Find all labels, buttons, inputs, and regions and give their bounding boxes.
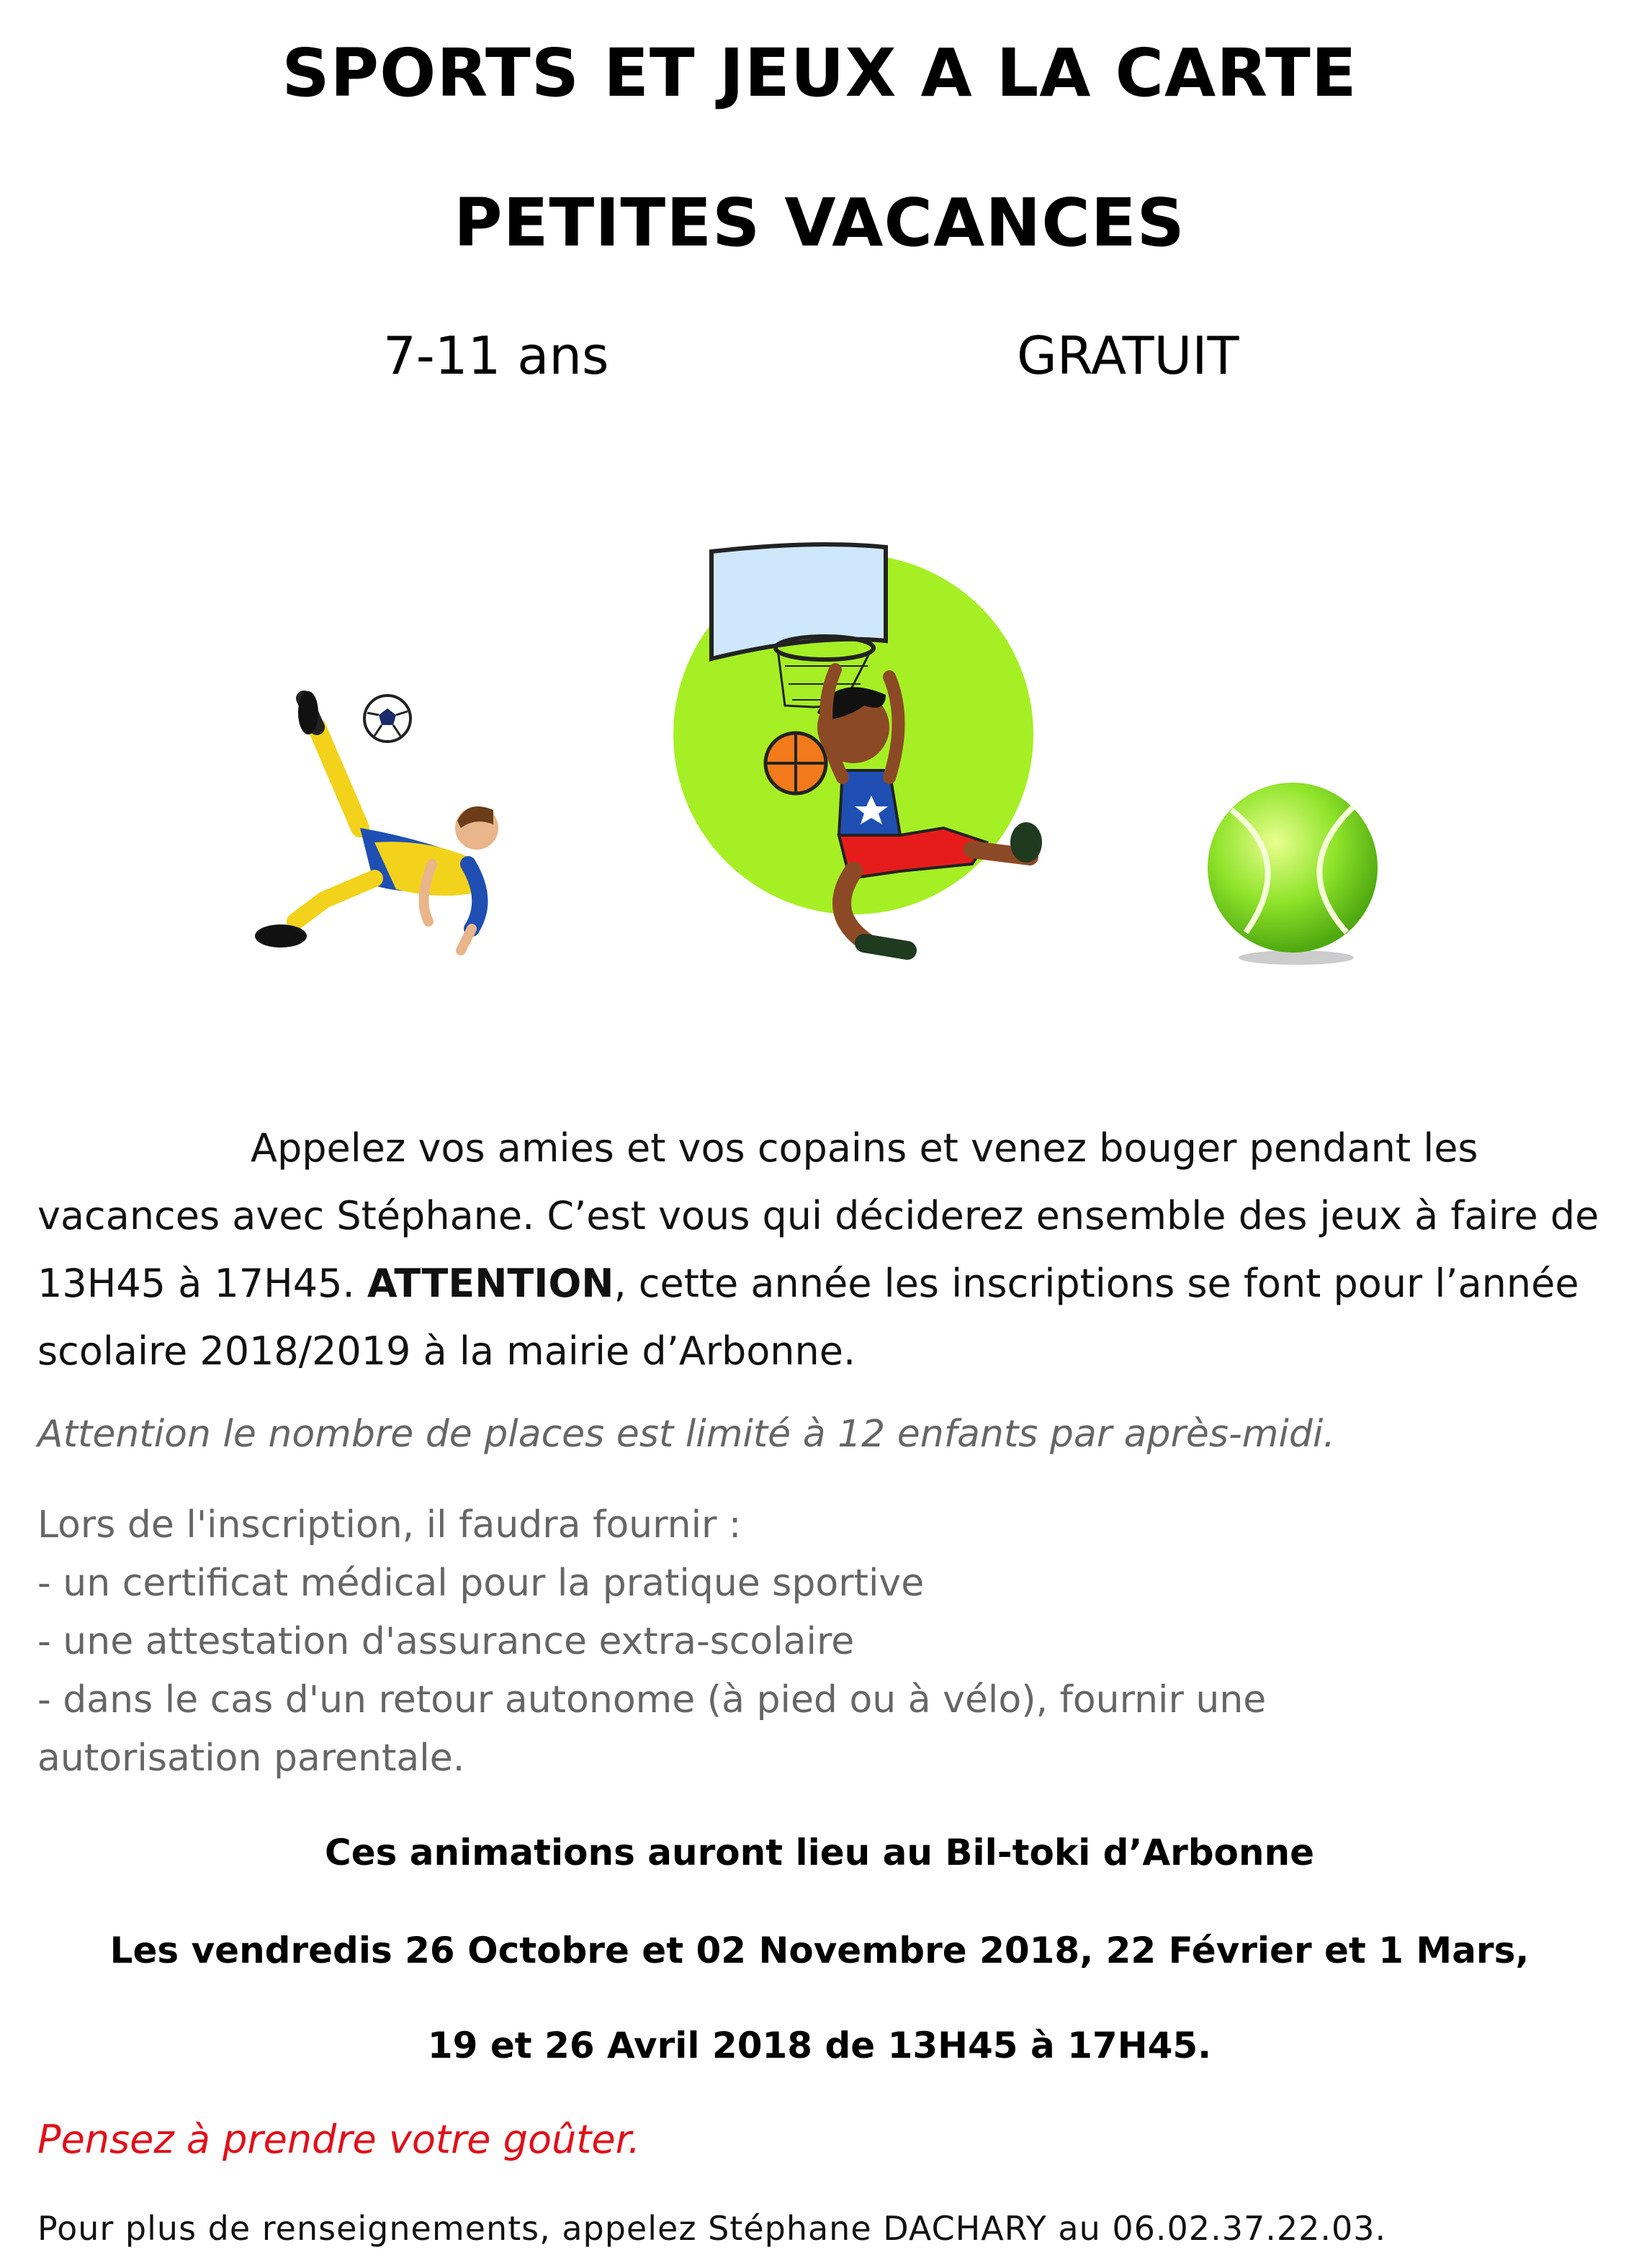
page-title: SPORTS ET JEUX A LA CARTE (282, 35, 1357, 112)
attention-label: ATTENTION (367, 1261, 614, 1306)
list-item: - une attestation d'assurance extra-scolaire (37, 1620, 855, 1663)
list-item: - dans le cas d'un retour autonome (à pied ou à vélo), fournir une (37, 1678, 1267, 1722)
page-subtitle: PETITES VACANCES (454, 184, 1185, 261)
contact-info: Pour plus de renseignements, appelez Stéphane DACHARY au 06.02.37.22.03. (37, 2209, 1387, 2248)
event-dates-line-2: 19 et 26 Avril 2018 de 13H45 à 17H45. (427, 2025, 1212, 2066)
places-limit-notice: Attention le nombre de places est limité à 12 enfants par après-midi. (37, 1413, 1335, 1456)
intro-line-4: scolaire 2018/2019 à la mairie d’Arbonne. (37, 1328, 856, 1374)
price-label: GRATUIT (1017, 325, 1239, 386)
intro-paragraph (37, 1115, 1607, 1385)
intro-line-1: Appelez vos amies et vos copains et venez bouger pendant les (251, 1125, 1478, 1171)
basketball-player-icon (670, 540, 1037, 1001)
intro-line-3: 13H45 à 17H45. ATTENTION, cette année les inscriptions se font pour l’année (37, 1261, 1579, 1306)
intro-line-2: vacances avec Stéphane. C’est vous qui déciderez ensemble des jeux à faire de (37, 1193, 1599, 1238)
event-dates-line-1: Les vendredis 26 Octobre et 02 Novembre 2018, 22 Février et 1 Mars, (109, 1930, 1530, 1971)
list-item: autorisation parentale. (37, 1737, 465, 1780)
event-location: Ces animations auront lieu au Bil-toki d’Arbonne (325, 1832, 1314, 1873)
requirements-intro: Lors de l'inscription, il faudra fournir : (37, 1503, 742, 1547)
snack-reminder: Pensez à prendre votre goûter. (37, 2117, 641, 2162)
requirements-list (37, 1496, 1266, 1788)
age-range: 7-11 ans (383, 325, 609, 386)
soccer-player-icon (252, 684, 511, 972)
tennis-ball-icon (1203, 781, 1383, 968)
list-item: - un certificat médical pour la pratique sportive (37, 1562, 925, 1605)
